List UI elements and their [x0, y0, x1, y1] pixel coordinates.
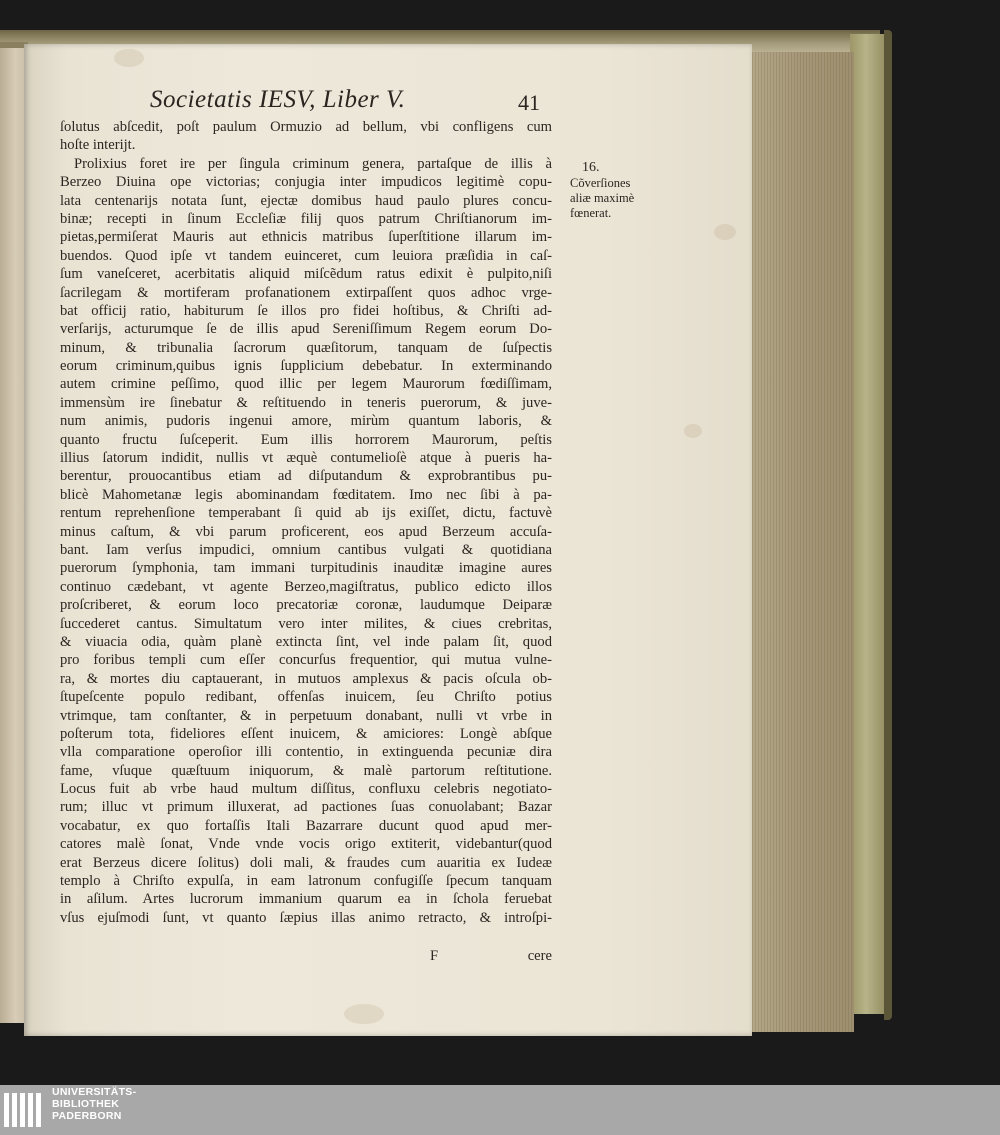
text-line: ſum vaneſceret, acerbitatis aliquid miſcẽdum ratus edixit è pulpito,niſi: [60, 266, 552, 283]
text-line: pro foribus templi cum eſſer concurſus frequentior, qui mutua vulne-: [60, 652, 552, 669]
text-line: quanto fructu ſuſceperit. Eum illis horrorem Maurorum, peſtis: [60, 431, 552, 448]
text-line: Prolixius foret ire per ſingula criminum genera, partaſque de illis à: [74, 155, 552, 172]
text-line: vlla comparatione operoſior illi contentio, in extinguenda pecuniæ dira: [60, 744, 552, 761]
text-line: verſarijs, acturumque ſe de illis apud Sereniſſimum Regem eorum Do-: [60, 321, 552, 338]
text-line: illius ſatorum indidit, nullis vt æquè contumelioſè atque à pueris ha-: [60, 450, 552, 467]
book-back-cover-edge: [884, 30, 892, 1020]
marginal-note-number: 16.: [582, 160, 600, 175]
text-line: buendos. Quod ipſe vt tandem euinceret, cum leuiora præſidia in caſ-: [60, 247, 552, 264]
text-line: vſus ejuſmodi ſunt, vt quanto ſæpius illas animo retracto, & introſpi-: [60, 909, 552, 926]
text-line: ſuccederet cantus. Simultatum vero inter milites, & ciues crebritas,: [60, 615, 552, 632]
text-line: autem crimine peſſimo, quod illic per legem Maurorum fœdiſſimam,: [60, 376, 552, 393]
text-line: proſcriberet, & eorum loco precatoriæ coronæ, laudumque Deiparæ: [60, 597, 552, 614]
text-line: & viuacia odia, quàm planè extincta ſint, vel inde palam ſit, quod: [60, 633, 552, 650]
marginal-note-line: fœnerat.: [570, 206, 612, 220]
text-line: lata centenarijs notata ſunt, ejectæ domibus haud paulo plures concu-: [60, 192, 552, 209]
text-line: poſterum tota, fideliores eſſent inuicem, & amiciores: Longè abſque: [60, 725, 552, 742]
marginal-note: [570, 160, 650, 221]
text-line: fame, vſuque quæſtuum iniquorum, & malè partorum reſtitutione.: [60, 762, 552, 779]
text-line: hoſte interijt.: [60, 137, 136, 154]
text-line: minum, & tribunalia ſacrorum quæſitorum, tanquam de ſuſpectis: [60, 339, 552, 356]
text-line: Locus fuit ab vrbe haud multum diſſitus, confluxu celebris negotiato-: [60, 781, 552, 798]
text-line: catores malè ſonat, Vnde vnde vocis origo extiterit, videbantur(quod: [60, 836, 552, 853]
library-name: [52, 1086, 136, 1122]
text-line: immensùm ire ſinebatur & reſtituendo in teneris puerorum, & juve-: [60, 394, 552, 411]
footer-bar: [0, 1085, 1000, 1135]
text-line: ſacrilegam & mortiferam profanationem extirpaſſent quos adhoc vrge-: [60, 284, 552, 301]
text-line: in aſilum. Artes lucrorum immanium quarum ea in ſchola feruebat: [60, 891, 552, 908]
running-head: Societatis IESV, Liber V.: [150, 86, 406, 113]
page-number: 41: [518, 90, 540, 115]
page-block-edges: [746, 52, 854, 1032]
text-line: templo à Chriſto expulſa, in eam latronum confugiſſe ſpecum tanquam: [60, 873, 552, 890]
text-line: blicè Mahometanæ legis abominandam fœditatem. Imo nec ſibi à pa-: [60, 486, 552, 503]
text-line: minus caſtum, & vbi parum proficerent, eos apud Berzeum accuſa-: [60, 523, 552, 540]
library-name-line: BIBLIOTHEK: [52, 1098, 120, 1110]
text-line: pietas,permiſerat Mauris aut ethnicis matribus ſuperſtitione illarum im-: [60, 229, 552, 246]
text-line: ſtupeſcente populo redibant, offenſas inuicem, ſeu Chriſto potius: [60, 689, 552, 706]
text-line: num animis, pudoris ingenui amore, mirùm quantum laboris, &: [60, 413, 552, 430]
text-line: bant. Iam verſus impudici, omnium cantibus vulgati & quotidiana: [60, 541, 552, 558]
text-line: eorum criminum,quibus ignis ſupplicium debebatur. In exterminando: [60, 358, 552, 375]
library-name-line: PADERBORN: [52, 1110, 122, 1122]
text-line: vocabatur, ex quo fortaſſis Itali Bazarrare ducunt quod apud mer-: [60, 817, 552, 834]
foxing-stain: [714, 224, 736, 240]
text-line: puerorum ſymphonia, tam immani turpitudinis inauditæ imagine aures: [60, 560, 552, 577]
signature-mark: F: [430, 948, 439, 964]
text-line: continuo cædebant, vt agente Berzeo,magiſtratus, publico edicto illos: [60, 578, 552, 595]
text-line: ra, & mortes diu captauerant, in mutuos amplexus & pacis oſcula ob-: [60, 670, 552, 687]
text-line: vtrimque, tam conſtanter, & in perpetuum donabant, nulli vt vrbe in: [60, 707, 552, 724]
text-line: erat Berzeus dicere ſolitus) doli mali, & fraudes cum auaritia ex Iudeæ: [60, 854, 552, 871]
text-line: berentur, prouocantibus etiam ad diſputandum & exprobrantibus pu-: [60, 468, 552, 485]
catchword: cere: [527, 948, 552, 964]
text-line: ſolutus abſcedit, poſt paulum Ormuzio ad bellum, vbi confligens cum: [60, 119, 552, 135]
marginal-note-line: aliæ maximè: [570, 191, 635, 205]
foxing-stain: [344, 1004, 384, 1024]
text-line: bat officij ratio, habiturum ſe illos pro fidei hoſtibus, & Chriſti ad-: [60, 302, 552, 319]
library-barcode-icon: [4, 1089, 46, 1131]
marginal-note-line: Cõverſiones: [570, 176, 631, 190]
foxing-stain: [114, 49, 144, 67]
text-line: rentum reprehenſione temperabant ſi quid ab ijs exiſſet, dictu, factuvè: [60, 505, 552, 522]
text-line: Berzeo Diuina ope victorias; conjugia inter impudicos legitimè copu-: [60, 174, 552, 191]
text-line: rum; illuc vt primum illuxerat, ad pactiones ſuas conuolabant; Bazar: [60, 799, 552, 816]
page-foot: [60, 948, 552, 968]
library-name-line: UNIVERSITÄTS-: [52, 1086, 137, 1098]
text-line: binæ; recepti in ſinum Eccleſiæ filij quos patrum Chriſtianorum im-: [60, 210, 552, 227]
foxing-stain: [684, 424, 702, 438]
body-text: [60, 118, 552, 927]
